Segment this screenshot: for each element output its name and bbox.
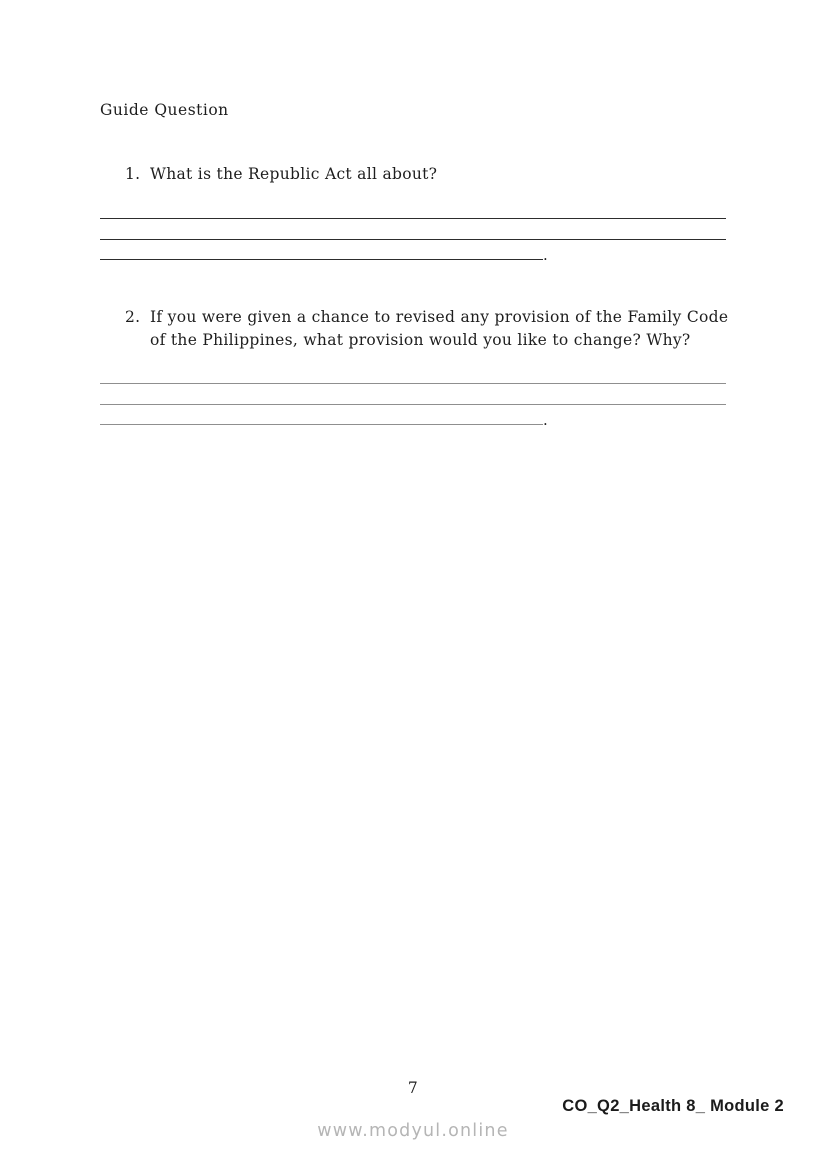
question-text	[150, 306, 740, 352]
answer-blank-line-partial	[100, 246, 548, 262]
answer-terminator-period: .	[543, 411, 548, 429]
question-text-line: of the Philippines, what provision would you like to change? Why?	[150, 331, 691, 349]
question-text	[150, 163, 740, 186]
blank-line-rule	[100, 411, 543, 425]
answer-blank-line	[100, 370, 726, 386]
section-heading: Guide Question	[100, 101, 229, 119]
question-item-2	[125, 306, 740, 352]
blank-line-rule	[100, 246, 543, 260]
answer-terminator-period: .	[543, 246, 548, 264]
watermark-text: www.modyul.online	[317, 1121, 509, 1141]
answer-blank-line	[100, 391, 726, 407]
page-number: 7	[407, 1079, 419, 1097]
answer-blank-line	[100, 226, 726, 242]
blank-line-rule	[100, 391, 726, 405]
question-item-1	[125, 163, 740, 186]
answer-blank-line-partial	[100, 411, 548, 427]
blank-line-rule	[100, 370, 726, 384]
blank-line-rule	[100, 226, 726, 240]
question-number: 1.	[125, 165, 141, 183]
question-text-line: If you were given a chance to revised any provision of the Family Code	[150, 308, 729, 326]
question-text-line: What is the Republic Act all about?	[150, 165, 438, 183]
module-footer-label: CO_Q2_Health 8_ Module 2	[562, 1097, 784, 1115]
question-number: 2.	[125, 308, 141, 326]
answer-blank-line	[100, 205, 726, 221]
blank-line-rule	[100, 205, 726, 219]
